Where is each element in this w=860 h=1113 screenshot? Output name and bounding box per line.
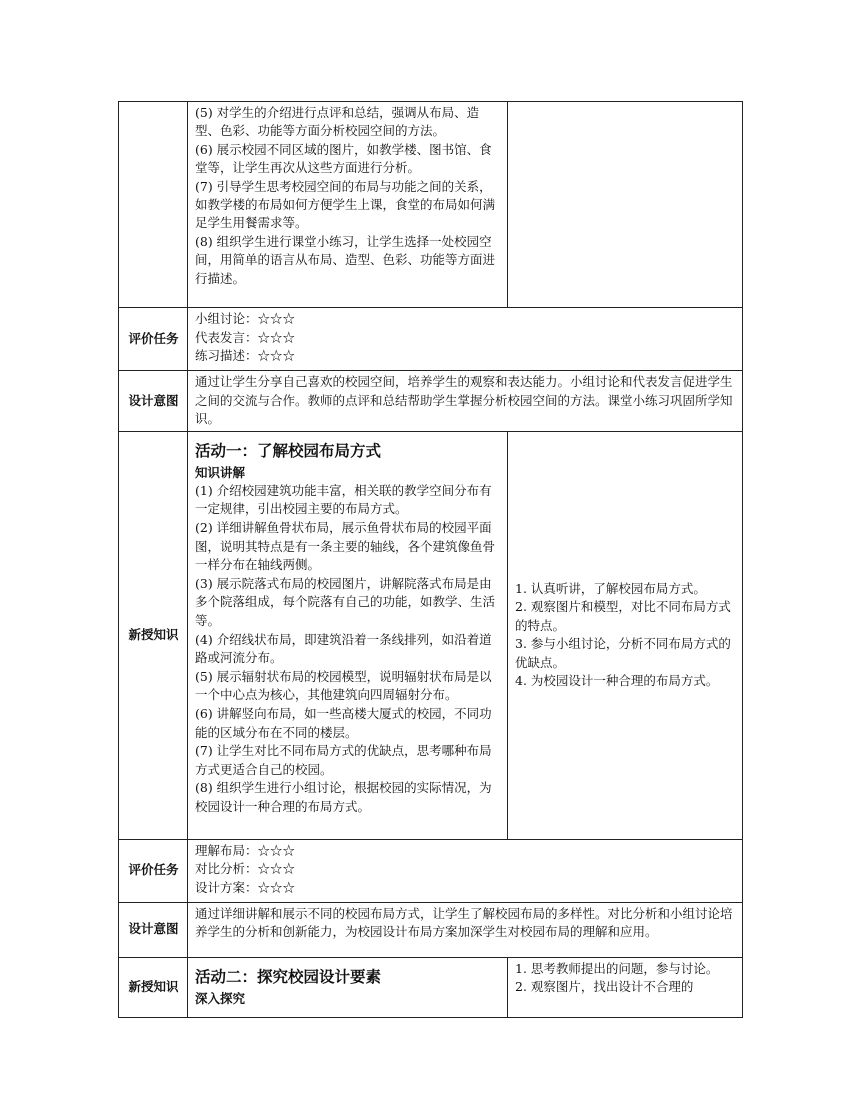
step-item: (8) 组织学生进行课堂小练习，让学生选择一处校园空间，用简单的语言从布局、造型、色彩、功能等方面进行描述。	[195, 233, 496, 286]
teacher-activity-cell	[188, 431, 508, 839]
student-item: 4. 为校园设计一种合理的布局方式。	[515, 673, 719, 689]
teaching-steps-row	[119, 102, 743, 308]
student-item: 2. 观察图片和模型，对比不同布局方式的特点。	[515, 599, 731, 633]
design-intent-text: 通过详细讲解和展示不同的校园布局方式，让学生了解校园布局的多样性。对比分析和小组讨论培养学生的分析和创新能力，为校园设计布局方案加深学生对校园布局的理解和应用。	[188, 902, 743, 957]
step-item: (7) 引导学生思考校园空间的布局与功能之间的关系，如教学楼的布局如何方便学生上课，食堂的布局如何满足学生用餐需求等。	[195, 178, 496, 231]
step-item: (8) 组织学生进行小组讨论，根据校园的实际情况，为校园设计一种合理的布局方式。	[195, 780, 492, 814]
evaluation-label: 评价任务	[119, 308, 188, 371]
step-item: (6) 展示校园不同区域的图片，如教学楼、图书馆、食堂等，让学生再次从这些方面进行分析。	[195, 141, 492, 176]
evaluation-item: 理解布局：☆☆☆	[195, 842, 296, 858]
evaluation-item: 对比分析：☆☆☆	[195, 861, 296, 877]
design-intent-row	[119, 371, 743, 432]
evaluation-item: 代表发言：☆☆☆	[195, 329, 296, 345]
student-activity-cell	[508, 102, 743, 308]
design-intent-text: 通过让学生分享自己喜欢的校园空间，培养学生的观察和表达能力。小组讨论和代表发言促进学生之间的交流与合作。教师的点评和总结帮助学生掌握分析校园空间的方法。课堂小练习巩固所学知识。	[188, 371, 743, 432]
step-item: (7) 让学生对比不同布局方式的优缺点，思考哪种布局方式更适合自己的校园。	[195, 743, 492, 777]
student-activity-cell	[508, 431, 743, 839]
step-item: (6) 讲解竖向布局，如一些高楼大厦式的校园，不同功能的区域分布在不同的楼层。	[195, 705, 492, 740]
evaluation-row	[119, 839, 743, 902]
student-activity-cell	[508, 957, 743, 1017]
evaluation-content	[188, 839, 743, 902]
step-item: (4) 介绍线状布局，即建筑沿着一条线排列，如沿着道路或河流分布。	[195, 631, 492, 666]
teacher-activity-cell	[188, 957, 508, 1017]
new-knowledge-row	[119, 431, 743, 839]
lesson-plan-table	[118, 101, 743, 1018]
new-knowledge-label: 新授知识	[119, 957, 188, 1017]
step-item: (2) 详细讲解鱼骨状布局，展示鱼骨状布局的校园平面图，说明其特点是有一条主要的轴线，各个建筑像鱼骨一样分布在轴线两侧。	[195, 519, 496, 573]
design-intent-row	[119, 902, 743, 957]
activity-subtitle: 深入探究	[195, 990, 246, 1006]
evaluation-content	[188, 308, 743, 371]
design-intent-label: 设计意图	[119, 371, 188, 432]
evaluation-item: 小组讨论：☆☆☆	[195, 311, 296, 326]
new-knowledge-label: 新授知识	[119, 431, 188, 839]
empty-label-cell	[119, 102, 188, 308]
new-knowledge-row	[119, 957, 743, 1017]
evaluation-item: 设计方案：☆☆☆	[195, 879, 296, 895]
design-intent-label: 设计意图	[119, 902, 188, 957]
evaluation-item: 练习描述：☆☆☆	[195, 348, 296, 364]
teacher-activity-cell	[188, 102, 508, 308]
evaluation-row	[119, 308, 743, 371]
activity-title: 活动二：探究校园设计要素	[195, 967, 382, 986]
step-item: (1) 介绍校园建筑功能丰富，相关联的教学空间分布有一定规律，引出校园主要的布局方式。	[195, 482, 492, 517]
step-item: (5) 展示辐射状布局的校园模型，说明辐射状布局是以一个中心点为核心，其他建筑向四周辐射分布。	[195, 668, 492, 703]
activity-subtitle: 知识讲解	[195, 464, 246, 480]
activity-title: 活动一：了解校园布局方式	[195, 441, 382, 460]
student-item: 3. 参与小组讨论，分析不同布局方式的优缺点。	[515, 636, 731, 670]
step-item: (5) 对学生的介绍进行点评和总结，强调从布局、造型、色彩、功能等方面分析校园空间的方法。	[195, 105, 480, 139]
student-item: 1. 认真听讲，了解校园布局方式。	[515, 580, 706, 596]
student-item: 2. 观察图片，找出设计不合理的	[515, 979, 694, 995]
student-item: 1. 思考教师提出的问题，参与讨论。	[515, 960, 719, 976]
evaluation-label: 评价任务	[119, 839, 188, 902]
step-item: (3) 展示院落式布局的校园图片，讲解院落式布局是由多个院落组成，每个院落有自己的功能，如教学、生活等。	[195, 575, 496, 628]
